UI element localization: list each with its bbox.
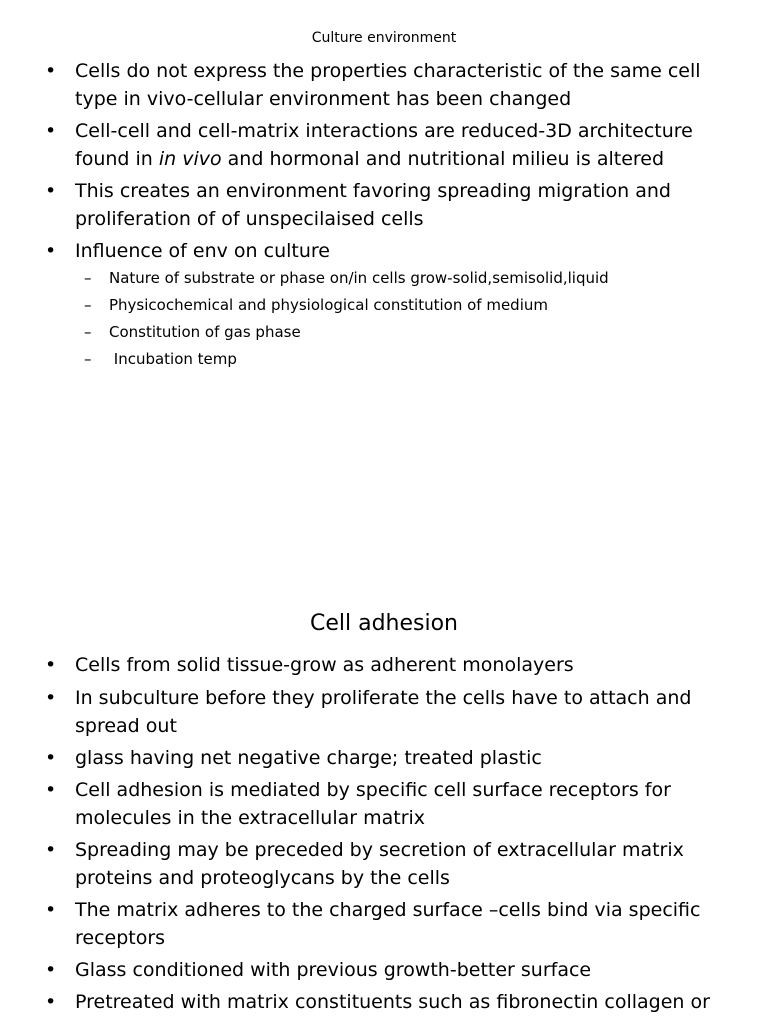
bullet-marker: • <box>45 839 57 861</box>
bullet-text-part: and hormonal and nutritional milieu is altered <box>221 148 665 170</box>
italic-term: in vivo <box>158 148 222 170</box>
dash-marker: – <box>84 323 92 341</box>
bullet-marker: • <box>45 687 57 709</box>
bullet-text: Cells do not express the properties characteristic of the same cell type in vivo-cellular environment has been changed <box>75 60 701 110</box>
bullet-marker: • <box>45 959 57 981</box>
sub-list-item <box>0 319 749 346</box>
sub-bullet-text: Nature of substrate or phase on/in cells grow-solid,semisolid,liquid <box>109 269 609 287</box>
cell-adhesion-list <box>0 651 715 1016</box>
bullet-marker: • <box>45 991 57 1013</box>
bullet-marker: • <box>45 654 57 676</box>
list-item <box>0 117 715 173</box>
list-item <box>0 988 715 1016</box>
list-item <box>0 744 715 772</box>
sub-list-item <box>0 292 749 319</box>
bullet-text: Glass conditioned with previous growth-better surface <box>75 959 592 981</box>
bullet-text: Cell adhesion is mediated by specific cell surface receptors for molecules in the extracellular matrix <box>75 779 671 829</box>
bullet-text: Spreading may be preceded by secretion of extracellular matrix proteins and proteoglycans by the cells <box>75 839 684 889</box>
sub-list-item <box>0 346 749 373</box>
bullet-marker: • <box>45 60 57 82</box>
dash-marker: – <box>84 350 92 368</box>
bullet-marker: • <box>45 180 57 202</box>
sub-bullet-text: Incubation temp <box>109 350 237 368</box>
bullet-text: Cells from solid tissue-grow as adherent monolayers <box>75 654 574 676</box>
sub-list-item <box>0 265 749 292</box>
bullet-text: In subculture before they proliferate the cells have to attach and spread out <box>75 687 692 737</box>
bullet-text: Influence of env on culture <box>75 240 330 262</box>
bullet-marker: • <box>45 240 57 262</box>
list-item <box>0 177 715 233</box>
sub-bullet-text: Constitution of gas phase <box>109 323 301 341</box>
list-item <box>0 651 715 679</box>
list-item <box>0 896 715 952</box>
bullet-marker: • <box>45 899 57 921</box>
bullet-text: glass having net negative charge; treated plastic <box>75 747 542 769</box>
bullet-marker: • <box>45 779 57 801</box>
dash-marker: – <box>84 296 92 314</box>
list-item <box>0 956 715 984</box>
list-item <box>0 836 715 892</box>
list-item <box>0 776 715 832</box>
list-item <box>0 57 715 113</box>
bullet-marker: • <box>45 120 57 142</box>
section-title-cell-adhesion: Cell adhesion <box>309 611 459 636</box>
list-item <box>0 237 715 265</box>
sub-bullet-text: Physicochemical and physiological constitution of medium <box>109 296 548 314</box>
bullet-text: The matrix adheres to the charged surface –cells bind via specific receptors <box>75 899 701 949</box>
list-item <box>0 684 715 740</box>
bullet-text: Pretreated with matrix constituents such as fibronectin collagen or <box>75 991 710 1013</box>
bullet-text: This creates an environment favoring spreading migration and proliferation of of unspecilaised cells <box>75 180 671 230</box>
bullet-marker: • <box>45 747 57 769</box>
bullet-text-part: Cell-cell and cell-matrix interactions are reduced-3D architecture found in <box>75 120 693 170</box>
culture-environment-list <box>0 57 749 373</box>
dash-marker: – <box>84 269 92 287</box>
section-title-culture-environment: Culture environment <box>311 30 457 46</box>
